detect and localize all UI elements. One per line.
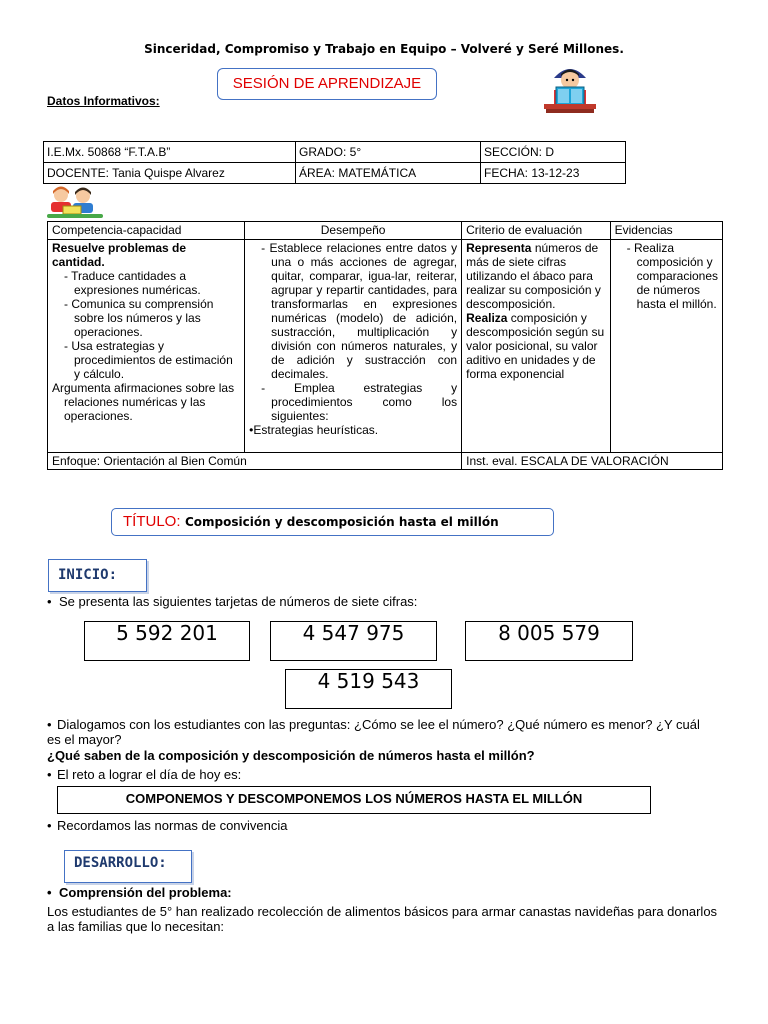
list-item: - Usa estrategias y procedimientos de estimación y cálculo.	[64, 339, 240, 381]
table-row	[48, 453, 723, 470]
dialogo-paragraph	[47, 717, 717, 747]
criterio-cell	[462, 240, 611, 453]
saberes-question: ¿Qué saben de la composición y descomposición de números hasta el millón?	[47, 748, 535, 763]
table-cell: GRADO: 5°	[296, 142, 481, 163]
table-row	[44, 163, 626, 184]
list-item: - Establece relaciones entre datos y una o más acciones de agregar, quitar, comparar, igua-lar, reiterar, agrupar y repartir cantidades, para transformarlas en expresiones numéricas (modelo) de adición, sustracción, multiplicación y división con números naturales, y de adición y sustracción con decimales.	[261, 241, 457, 381]
list-item: - Realiza composición y comparaciones de números hasta el millón.	[627, 241, 718, 311]
comprension-heading	[47, 885, 232, 900]
desempeno-cell	[245, 240, 462, 453]
reto-intro	[47, 767, 241, 782]
list-item: - Emplea estrategias y procedimientos como los siguientes:	[261, 381, 457, 423]
desarrollo-section-label: DESARROLLO:	[64, 850, 192, 883]
normas-text: Recordamos las normas de convivencia	[57, 818, 288, 833]
session-topic-box	[111, 508, 554, 536]
table-row	[44, 142, 626, 163]
titulo-label: TÍTULO:	[123, 513, 181, 530]
titulo-text: Composición y descomposición hasta el millón	[184, 515, 499, 529]
reto-intro-text: El reto a lograr el día de hoy es:	[57, 767, 242, 782]
dialogo-text: Dialogamos con los estudiantes con las preguntas: ¿Cómo se lee el número? ¿Qué número es menor? ¿Y cuál es el mayor?	[47, 717, 700, 747]
evidencia-cell	[610, 240, 722, 453]
datos-informativos-label: Datos Informativos:	[47, 94, 160, 108]
reading-children-icon	[45, 186, 105, 220]
column-header: Desempeño	[245, 222, 462, 240]
table-header-row	[48, 222, 723, 240]
inicio-intro	[47, 594, 417, 609]
evidencias-list	[615, 241, 718, 311]
column-header: Criterio de evaluación	[462, 222, 611, 240]
criterio-keyword: Realiza	[466, 311, 508, 325]
inst-eval-cell: Inst. eval. ESCALA DE VALORACIÓN	[462, 453, 723, 470]
estrategias-text: Estrategias heurísticas.	[253, 423, 379, 437]
column-header: Competencia-capacidad	[48, 222, 245, 240]
table-cell: I.E.Mx. 50868 “F.T.A.B”	[44, 142, 296, 163]
number-card: 4 519 543	[285, 669, 452, 709]
reto-box: COMPONEMOS Y DESCOMPONEMOS LOS NÚMEROS HASTA EL MILLÓN	[57, 786, 651, 814]
desarrollo-paragraph: Los estudiantes de 5° han realizado recolección de alimentos básicos para armar canastas navideñas para donarlos a las familias que lo necesitan:	[47, 904, 718, 934]
bullet-icon: •	[47, 885, 52, 900]
column-header: Evidencias	[610, 222, 722, 240]
number-card: 8 005 579	[465, 621, 633, 661]
desempenos-list	[249, 241, 457, 423]
informative-data-table	[43, 141, 626, 184]
inicio-section-label: INICIO:	[48, 559, 147, 592]
normas-item	[47, 818, 288, 833]
number-card: 4 547 975	[270, 621, 437, 661]
table-cell: FECHA: 13-12-23	[481, 163, 626, 184]
criterio-keyword: Representa	[466, 241, 532, 255]
table-row	[48, 240, 723, 453]
table-cell: ÁREA: MATEMÁTICA	[296, 163, 481, 184]
comprension-text: Comprensión del problema:	[59, 885, 232, 900]
estrategias-item	[249, 423, 457, 437]
argumenta-label: Argumenta afirmaciones sobre las relaciones numéricas y las operaciones.	[52, 381, 235, 423]
bullet-icon: •	[47, 767, 52, 782]
criterio-text: números de más de siete cifras utilizando el ábaco para realizar su composición y descomposición.	[466, 241, 601, 311]
competencies-table	[47, 221, 723, 470]
inicio-intro-text: Se presenta las siguientes tarjetas de números de siete cifras:	[59, 594, 418, 609]
enfoque-cell: Enfoque: Orientación al Bien Común	[48, 453, 462, 470]
table-cell: SECCIÓN: D	[481, 142, 626, 163]
table-cell: DOCENTE: Tania Quispe Alvarez	[44, 163, 296, 184]
argumenta-text	[52, 381, 240, 423]
school-motto: Sinceridad, Compromiso y Trabajo en Equipo – Volveré y Seré Millones.	[144, 42, 624, 56]
bullet-icon: •	[47, 717, 52, 732]
reading-student-icon	[540, 60, 600, 118]
competencia-title: Resuelve problemas de cantidad.	[52, 241, 187, 269]
list-item: - Comunica su comprensión sobre los números y las operaciones.	[64, 297, 240, 339]
criterio-text: composición y descomposición según su valor posicional, su valor aditivo en unidades y de forma exponencial	[466, 311, 605, 381]
bullet-icon: •	[47, 818, 52, 833]
list-item: - Traduce cantidades a expresiones numéricas.	[64, 269, 240, 297]
session-title: SESIÓN DE APRENDIZAJE	[217, 68, 437, 100]
competencia-cell	[48, 240, 245, 453]
number-card: 5 592 201	[84, 621, 250, 661]
bullet-icon: •	[47, 594, 52, 609]
capacidades-list	[52, 269, 240, 381]
